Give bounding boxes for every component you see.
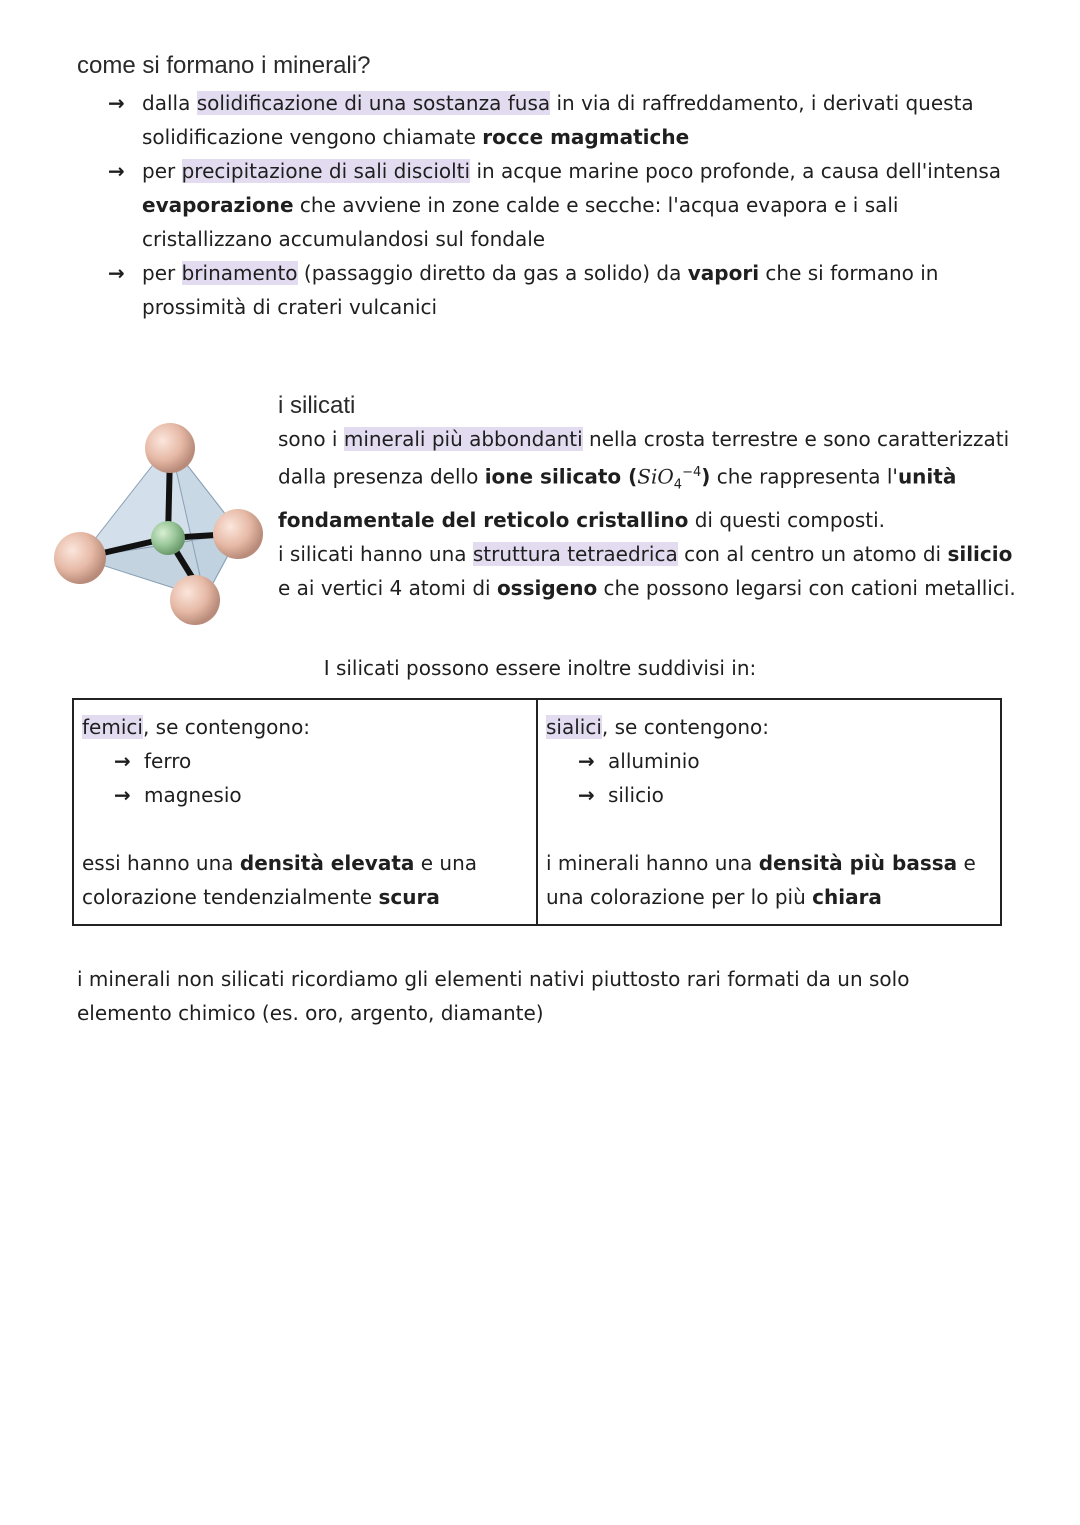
bold-term: densità più bassa (758, 851, 958, 875)
arrow-icon: → (108, 261, 125, 285)
paragraph: sono i minerali più abbondanti nella crosta terrestre e sono caratterizzati dalla presenza dello ione silicato (SiO$_4^{-4}$) che rappresenta l'unità fondamentale del reticolo cristallino di questi composti. (278, 427, 1010, 532)
formula-superscript: −4 (682, 465, 702, 480)
arrow-icon: → (578, 783, 595, 807)
bold-term: densità elevata (239, 851, 415, 875)
silicati-description (278, 422, 1018, 605)
highlight: sialici (546, 715, 602, 739)
paragraph: i silicati hanno una struttura tetraedrica con al centro un atomo di silicio e ai vertici 4 atomi di ossigeno che possono legarsi con cationi metallici. (278, 541, 1016, 600)
oxygen-atom (213, 509, 263, 559)
arrow-icon: → (578, 749, 595, 773)
oxygen-atom (145, 423, 195, 473)
cell-description: essi hanno una densità elevata e una colorazione tendenzialmente scura (82, 851, 478, 909)
arrow-icon: → (114, 783, 131, 807)
table-cell-sialici: sialici, se contengono: → alluminio → silicio i minerali hanno una densità più bassa e una colorazione per lo più chiara (537, 699, 1001, 925)
silicon-atom (151, 521, 185, 555)
highlight: solidificazione di una sostanza fusa (196, 91, 551, 115)
list-item: → dalla solidificazione di una sostanza fusa in via di raffreddamento, i derivati questa solidificazione vengono chiamate rocce magmatiche (108, 86, 1008, 154)
element-list (546, 744, 992, 812)
list-item: → per brinamento (passaggio diretto da gas a solido) da vapori che si formano in prossimità di crateri vulcanici (108, 256, 1008, 324)
silicate-tetrahedron-image (50, 418, 270, 633)
bold-term: vapori (687, 261, 760, 285)
bold-term: rocce magmatiche (482, 125, 690, 149)
formula-subscript: 4 (673, 477, 683, 493)
arrow-icon: → (114, 749, 131, 773)
classification-intro: I silicati possono essere inoltre suddivisi in: (323, 656, 757, 680)
arrow-icon: → (108, 159, 125, 183)
bold-term: unità fondamentale del reticolo cristallino (278, 464, 957, 532)
element-list (82, 744, 528, 812)
bold-term: silicio (947, 541, 1013, 566)
list-item: → per precipitazione di sali disciolti in acque marine poco profonde, a causa dell'intensa evaporazione che avviene in zone calde e secche: l'acqua evapora e i sali cristallizzano accumulandosi sul fondale (108, 154, 1008, 256)
table-row (73, 699, 1001, 925)
bold-term: ossigeno (496, 575, 598, 600)
list-item: → silicio (578, 778, 992, 812)
highlight: minerali più abbondanti (343, 427, 583, 451)
table-cell-femici: femici, se contengono: → ferro → magnesio essi hanno una densità elevata e una colorazione tendenzialmente scura (73, 699, 537, 925)
section-heading-formation: come si formano i minerali? (77, 52, 371, 79)
arrow-icon: → (108, 91, 125, 115)
formula: SiO (637, 464, 674, 489)
list-item: → ferro (114, 744, 528, 778)
formation-list (108, 86, 1008, 324)
non-silicate-note: i minerali non silicati ricordiamo gli elementi nativi piuttosto rari formati da un solo elemento chimico (es. oro, argento, diamante) (77, 967, 910, 1025)
highlight: precipitazione di sali disciolti (181, 159, 471, 183)
list-item: → alluminio (578, 744, 992, 778)
oxygen-atom (54, 532, 106, 584)
oxygen-atom (170, 575, 220, 625)
bold-term: scura (378, 885, 440, 909)
bold-term: chiara (812, 885, 882, 909)
highlight: brinamento (181, 261, 298, 285)
highlight: struttura tetraedrica (472, 541, 678, 566)
cell-description: i minerali hanno una densità più bassa e una colorazione per lo più chiara (546, 851, 976, 909)
section-heading-silicati: i silicati (278, 392, 356, 419)
bold-term: evaporazione (142, 193, 294, 217)
list-item: → magnesio (114, 778, 528, 812)
highlight: femici (82, 715, 143, 739)
classification-table (72, 698, 1002, 926)
bold-term: ione silicato (484, 464, 622, 489)
